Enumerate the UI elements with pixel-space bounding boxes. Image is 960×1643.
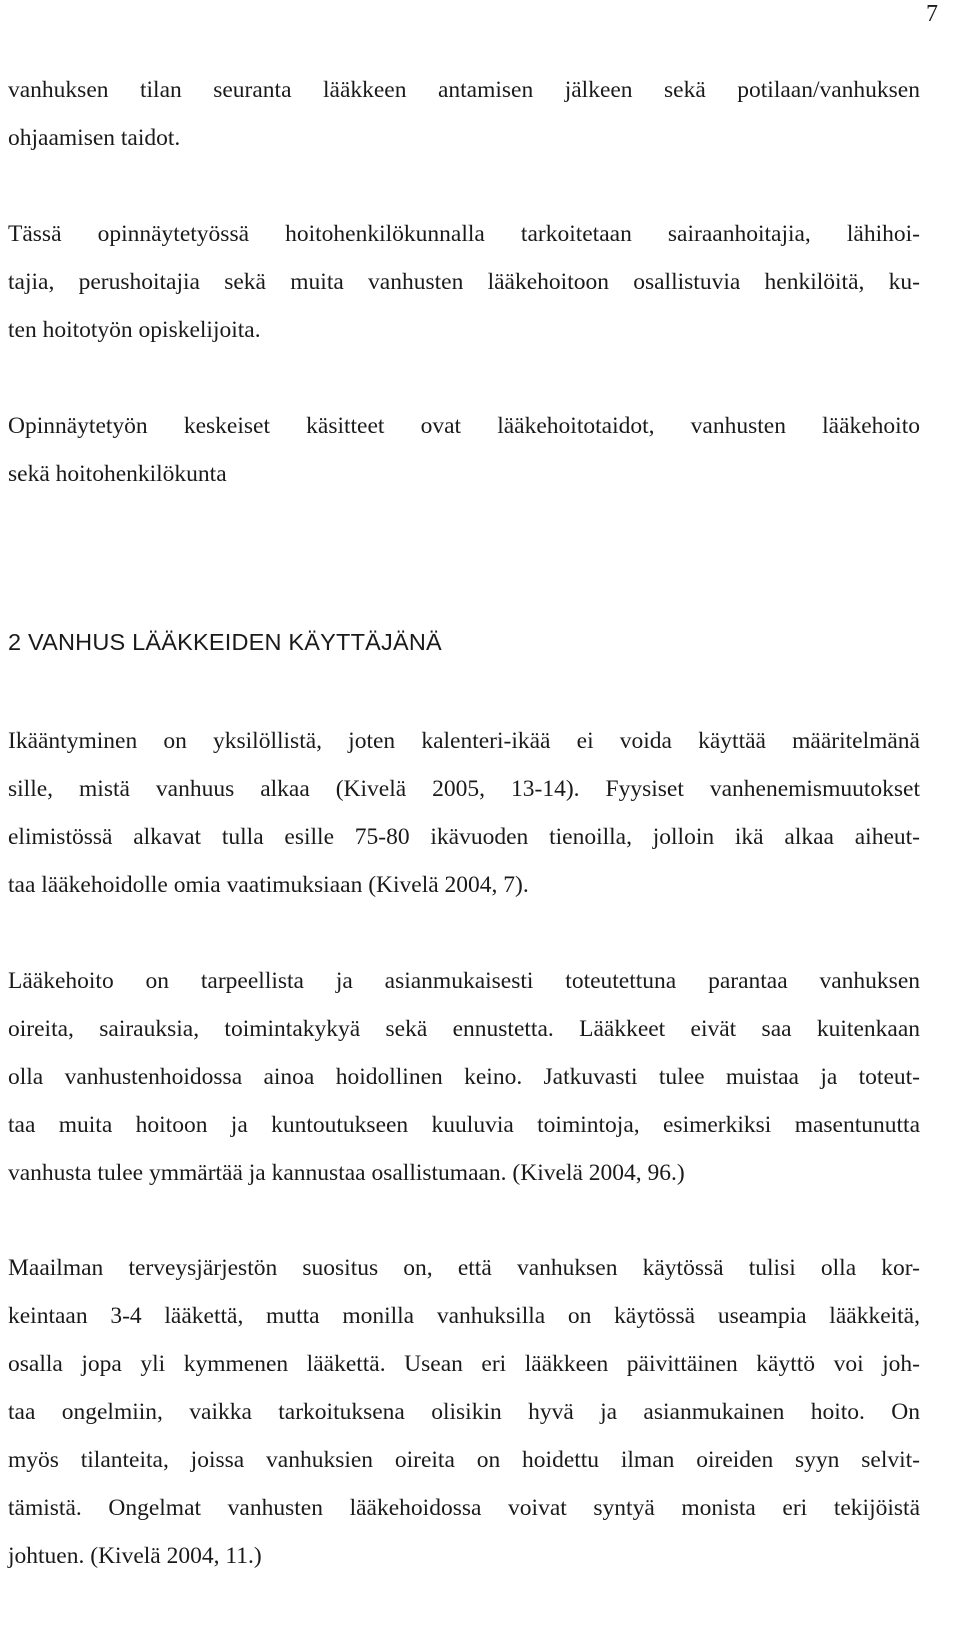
text-line: vanhusta tulee ymmärtää ja kannustaa osallistumaan. (Kivelä 2004, 96.) <box>8 1160 685 1186</box>
section-heading: 2 VANHUS LÄÄKKEIDEN KÄYTTÄJÄNÄ <box>8 629 442 655</box>
text-line: tajia, perushoitajia sekä muita vanhusten lääkehoitoon osallistuvia henkilöitä, ku- <box>8 269 920 295</box>
page-number: 7 <box>926 1 938 27</box>
text-line: elimistössä alkavat tulla esille 75-80 ikävuoden tienoilla, jolloin ikä alkaa aiheut- <box>8 824 920 850</box>
text-line: osalla jopa yli kymmenen lääkettä. Usean eri lääkkeen päivittäinen käyttö voi joh- <box>8 1351 920 1377</box>
text-line: Opinnäytetyön keskeiset käsitteet ovat lääkehoitotaidot, vanhusten lääkehoito <box>8 413 920 439</box>
text-line: myös tilanteita, joissa vanhuksien oireita on hoidettu ilman oireiden syyn selvit- <box>8 1447 920 1473</box>
text-line: johtuen. (Kivelä 2004, 11.) <box>8 1543 262 1569</box>
text-line: ohjaamisen taidot. <box>8 125 181 151</box>
text-line: tämistä. Ongelmat vanhusten lääkehoidossa voivat syntyä monista eri tekijöistä <box>8 1495 920 1521</box>
text-line: olla vanhustenhoidossa ainoa hoidollinen keino. Jatkuvasti tulee muistaa ja toteut- <box>8 1064 920 1090</box>
text-line: taa muita hoitoon ja kuntoutukseen kuuluvia toimintoja, esimerkiksi masentunutta <box>8 1112 920 1138</box>
text-line: sekä hoitohenkilökunta <box>8 461 227 487</box>
text-line: sille, mistä vanhuus alkaa (Kivelä 2005, 13-14). Fyysiset vanhenemismuutokset <box>8 776 920 802</box>
text-line: taa lääkehoidolle omia vaatimuksiaan (Kivelä 2004, 7). <box>8 872 529 898</box>
text-line: Ikääntyminen on yksilöllistä, joten kalenteri-ikää ei voida käyttää määritelmänä <box>8 728 920 754</box>
text-line: oireita, sairauksia, toimintakykyä sekä ennustetta. Lääkkeet eivät saa kuitenkaan <box>8 1016 920 1042</box>
text-line: taa ongelmiin, vaikka tarkoituksena olisikin hyvä ja asianmukainen hoito. On <box>8 1399 920 1425</box>
text-line: Maailman terveysjärjestön suositus on, että vanhuksen käytössä tulisi olla kor- <box>8 1255 920 1281</box>
text-line: ten hoitotyön opiskelijoita. <box>8 317 261 343</box>
text-line: keintaan 3-4 lääkettä, mutta monilla vanhuksilla on käytössä useampia lääkkeitä, <box>8 1303 920 1329</box>
text-line: Lääkehoito on tarpeellista ja asianmukaisesti toteutettuna parantaa vanhuksen <box>8 968 920 994</box>
text-line: Tässä opinnäytetyössä hoitohenkilökunnalla tarkoitetaan sairaanhoitajia, lähihoi- <box>8 221 920 247</box>
text-line: vanhuksen tilan seuranta lääkkeen antamisen jälkeen sekä potilaan/vanhuksen <box>8 77 920 103</box>
